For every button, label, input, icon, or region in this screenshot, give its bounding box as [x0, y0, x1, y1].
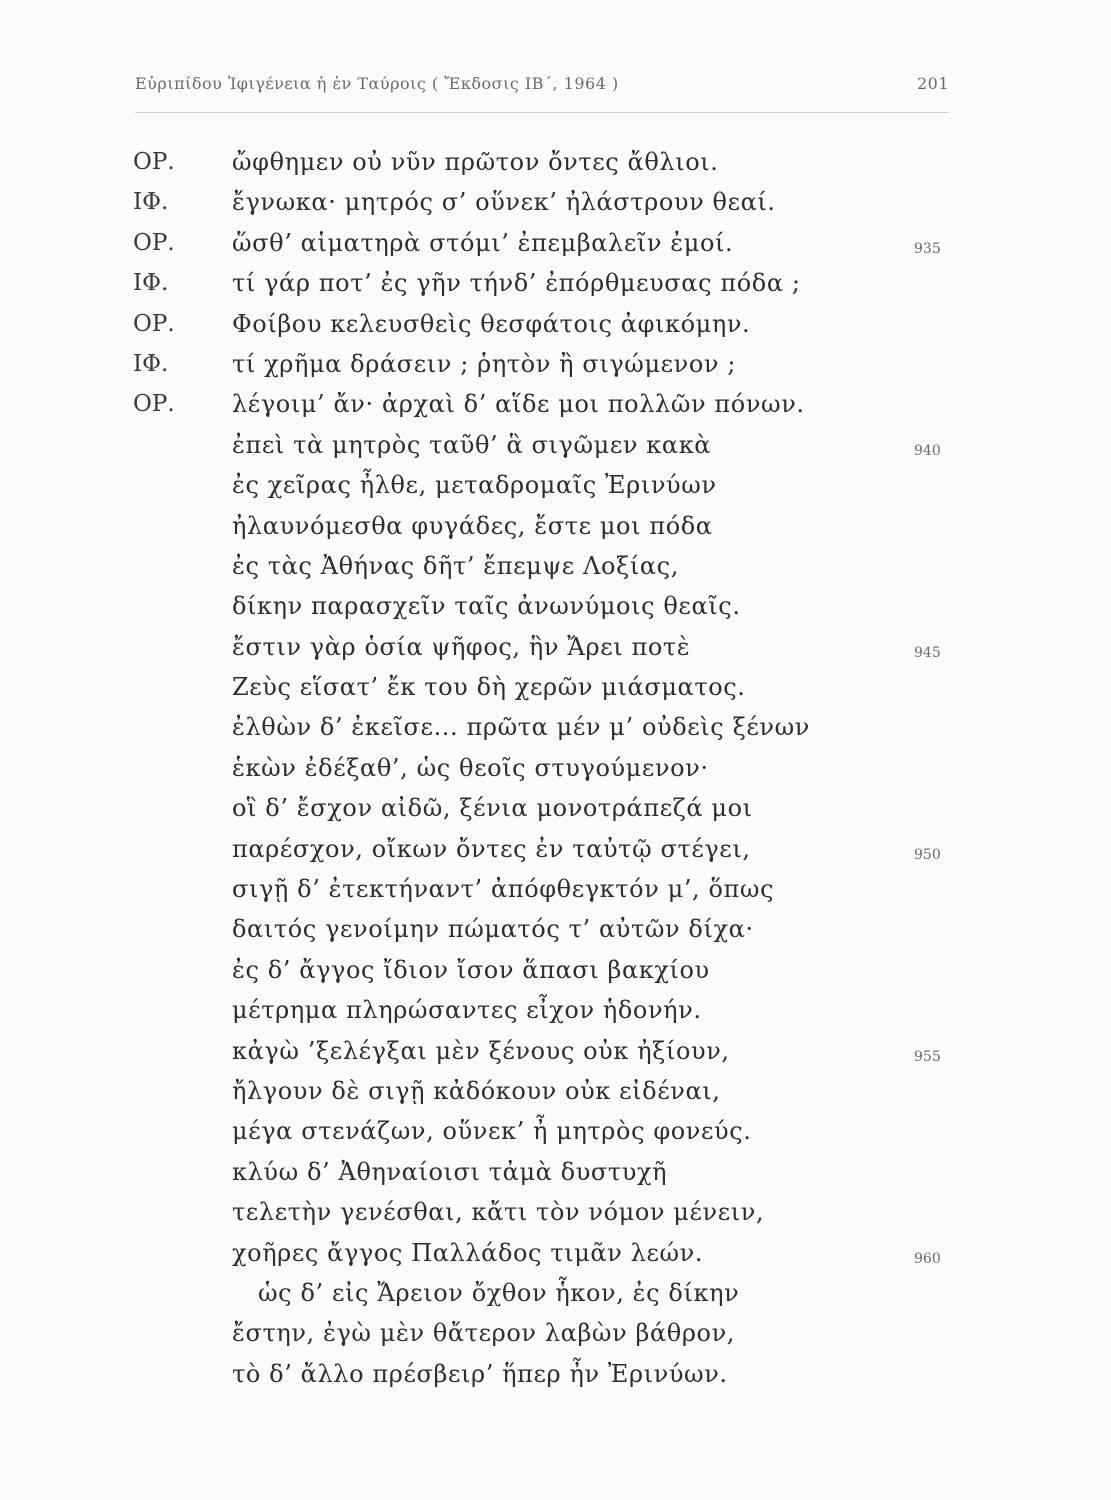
header-rule	[135, 112, 949, 113]
verse-line	[0, 627, 1111, 667]
verse-text: ὡς δ’ εἰς Ἄρειον ὄχθον ἧκον, ἐς δίκην	[258, 1278, 740, 1307]
verse-line	[0, 788, 1111, 828]
verse-text: ἑκὼν ἐδέξαθ’, ὡς θεοῖς στυγούμενον·	[232, 753, 709, 782]
verse-line	[0, 1152, 1111, 1192]
verse-text: λέγοιμ’ ἄν· ἀρχαὶ δ’ αἵδε μοι πολλῶν πόνων.	[232, 390, 805, 419]
verse-text: σιγῇ δ’ ἐτεκτήναντ’ ἀπόφθεγκτόν μ’, ὅπως	[232, 875, 775, 904]
line-number: 945	[914, 644, 941, 661]
verse-text: ἐπεὶ τὰ μητρὸς ταῦθ’ ἃ σιγῶμεν κακὰ	[232, 430, 712, 459]
verse-text: τὸ δ’ ἄλλο πρέσβειρ’ ἥπερ ἦν Ἐρινύων.	[232, 1359, 728, 1388]
verse-block	[0, 142, 1111, 1394]
verse-text: ἐς χεῖρας ἦλθε, μεταδρομαῖς Ἐρινύων	[232, 471, 717, 500]
verse-text: ὥσθ’ αἱματηρὰ στόμι’ ἐπεμβαλεῖν ἐμοί.	[232, 228, 734, 257]
verse-text: Φοίβου κελευσθεὶς θεσφάτοις ἀφικόμην.	[232, 309, 751, 338]
verse-line	[0, 182, 1111, 222]
verse-text: ἐλθὼν δ’ ἐκεῖσε... πρῶτα μέν μ’ οὐδεὶς ξένων	[232, 713, 810, 742]
verse-text: ἐς δ’ ἄγγος ἴδιον ἴσον ἅπασι βακχίου	[232, 955, 710, 984]
verse-line	[0, 223, 1111, 263]
verse-line	[0, 263, 1111, 303]
verse-text: παρέσχον, οἴκων ὄντες ἐν ταὐτῷ στέγει,	[232, 834, 751, 863]
page-number: 201	[916, 74, 949, 93]
verse-text: μέτρημα πληρώσαντες εἶχον ἡδονήν.	[232, 996, 702, 1025]
verse-text: κλύω δ’ Ἀθηναίοισι τἀμὰ δυστυχῆ	[232, 1157, 668, 1186]
verse-line	[0, 304, 1111, 344]
speaker-label: ΟΡ.	[133, 391, 175, 418]
verse-line	[0, 829, 1111, 869]
verse-line	[0, 1111, 1111, 1151]
verse-text: τί χρῆμα δράσειν ; ῥητὸν ἢ σιγώμενον ;	[232, 349, 737, 378]
verse-line	[0, 1071, 1111, 1111]
speaker-label: ΙΦ.	[133, 189, 169, 216]
speaker-label: ΟΡ.	[133, 310, 175, 337]
verse-text: μέγα στενάζων, οὕνεκ’ ἦ μητρὸς φονεύς.	[232, 1117, 752, 1146]
verse-line	[0, 909, 1111, 949]
verse-line	[0, 1313, 1111, 1353]
verse-text: δαιτός γενοίμην πώματός τ’ αὐτῶν δίχα·	[232, 915, 754, 944]
verse-line	[0, 1354, 1111, 1394]
verse-text: τελετὴν γενέσθαι, κἄτι τὸν νόμον μένειν,	[232, 1198, 765, 1227]
verse-line	[0, 1273, 1111, 1313]
verse-line	[0, 344, 1111, 384]
verse-line	[0, 142, 1111, 182]
verse-line	[0, 1233, 1111, 1273]
speaker-label: ΙΦ.	[133, 350, 169, 377]
verse-line	[0, 869, 1111, 909]
verse-text: ὤφθημεν οὐ νῦν πρῶτον ὄντες ἄθλιοι.	[232, 148, 719, 176]
verse-line	[0, 586, 1111, 626]
verse-text: κἀγὼ ’ξελέγξαι μὲν ξένους οὐκ ἠξίουν,	[232, 1036, 730, 1065]
line-number: 950	[914, 846, 941, 863]
verse-line	[0, 1192, 1111, 1232]
speaker-label: ΙΦ.	[133, 270, 169, 297]
verse-text: ἔγνωκα· μητρός σ’ οὕνεκ’ ἠλάστρουν θεαί.	[232, 188, 776, 217]
verse-text: ἐς τὰς Ἀθήνας δῆτ’ ἔπεμψε Λοξίας,	[232, 551, 679, 580]
verse-line	[0, 1031, 1111, 1071]
verse-text: ἔστιν γὰρ ὁσία ψῆφος, ἣν Ἄρει ποτὲ	[232, 632, 691, 661]
verse-line	[0, 546, 1111, 586]
verse-text: τί γάρ ποτ’ ἐς γῆν τήνδ’ ἐπόρθμευσας πόδα ;	[232, 269, 801, 298]
verse-line	[0, 990, 1111, 1030]
line-number: 940	[914, 442, 941, 459]
verse-text: δίκην παρασχεῖν ταῖς ἀνωνύμοις θεαῖς.	[232, 592, 741, 621]
verse-line	[0, 748, 1111, 788]
line-number: 935	[914, 240, 941, 257]
verse-line	[0, 425, 1111, 465]
verse-line	[0, 384, 1111, 424]
line-number: 955	[914, 1048, 941, 1065]
verse-line	[0, 465, 1111, 505]
verse-text: χοῆρες ἄγγος Παλλάδος τιμᾶν λεών.	[232, 1238, 704, 1267]
verse-line	[0, 707, 1111, 747]
running-header	[135, 74, 949, 104]
verse-line	[0, 506, 1111, 546]
verse-line	[0, 667, 1111, 707]
speaker-label: ΟΡ.	[133, 229, 175, 256]
verse-text: ἔστην, ἐγὼ μὲν θἄτερον λαβὼν βάθρον,	[232, 1319, 736, 1348]
line-number: 960	[914, 1250, 941, 1267]
header-title: Εὐριπίδου Ἰφιγένεια ἡ ἐν Ταύροις ( Ἔκδοσις ΙΒ΄, 1964 )	[135, 74, 619, 93]
verse-text: ἠλαυνόμεσθα φυγάδες, ἔστε μοι πόδα	[232, 511, 713, 540]
speaker-label: ΟΡ.	[133, 149, 175, 175]
verse-text: οἳ δ’ ἔσχον αἰδῶ, ξένια μονοτράπεζά μοι	[232, 794, 753, 823]
verse-text: ἤλγουν δὲ σιγῇ κἀδόκουν οὐκ εἰδέναι,	[232, 1076, 721, 1105]
verse-line	[0, 950, 1111, 990]
verse-text: Ζεὺς εἵσατ’ ἔκ του δὴ χερῶν μιάσματος.	[232, 673, 746, 702]
